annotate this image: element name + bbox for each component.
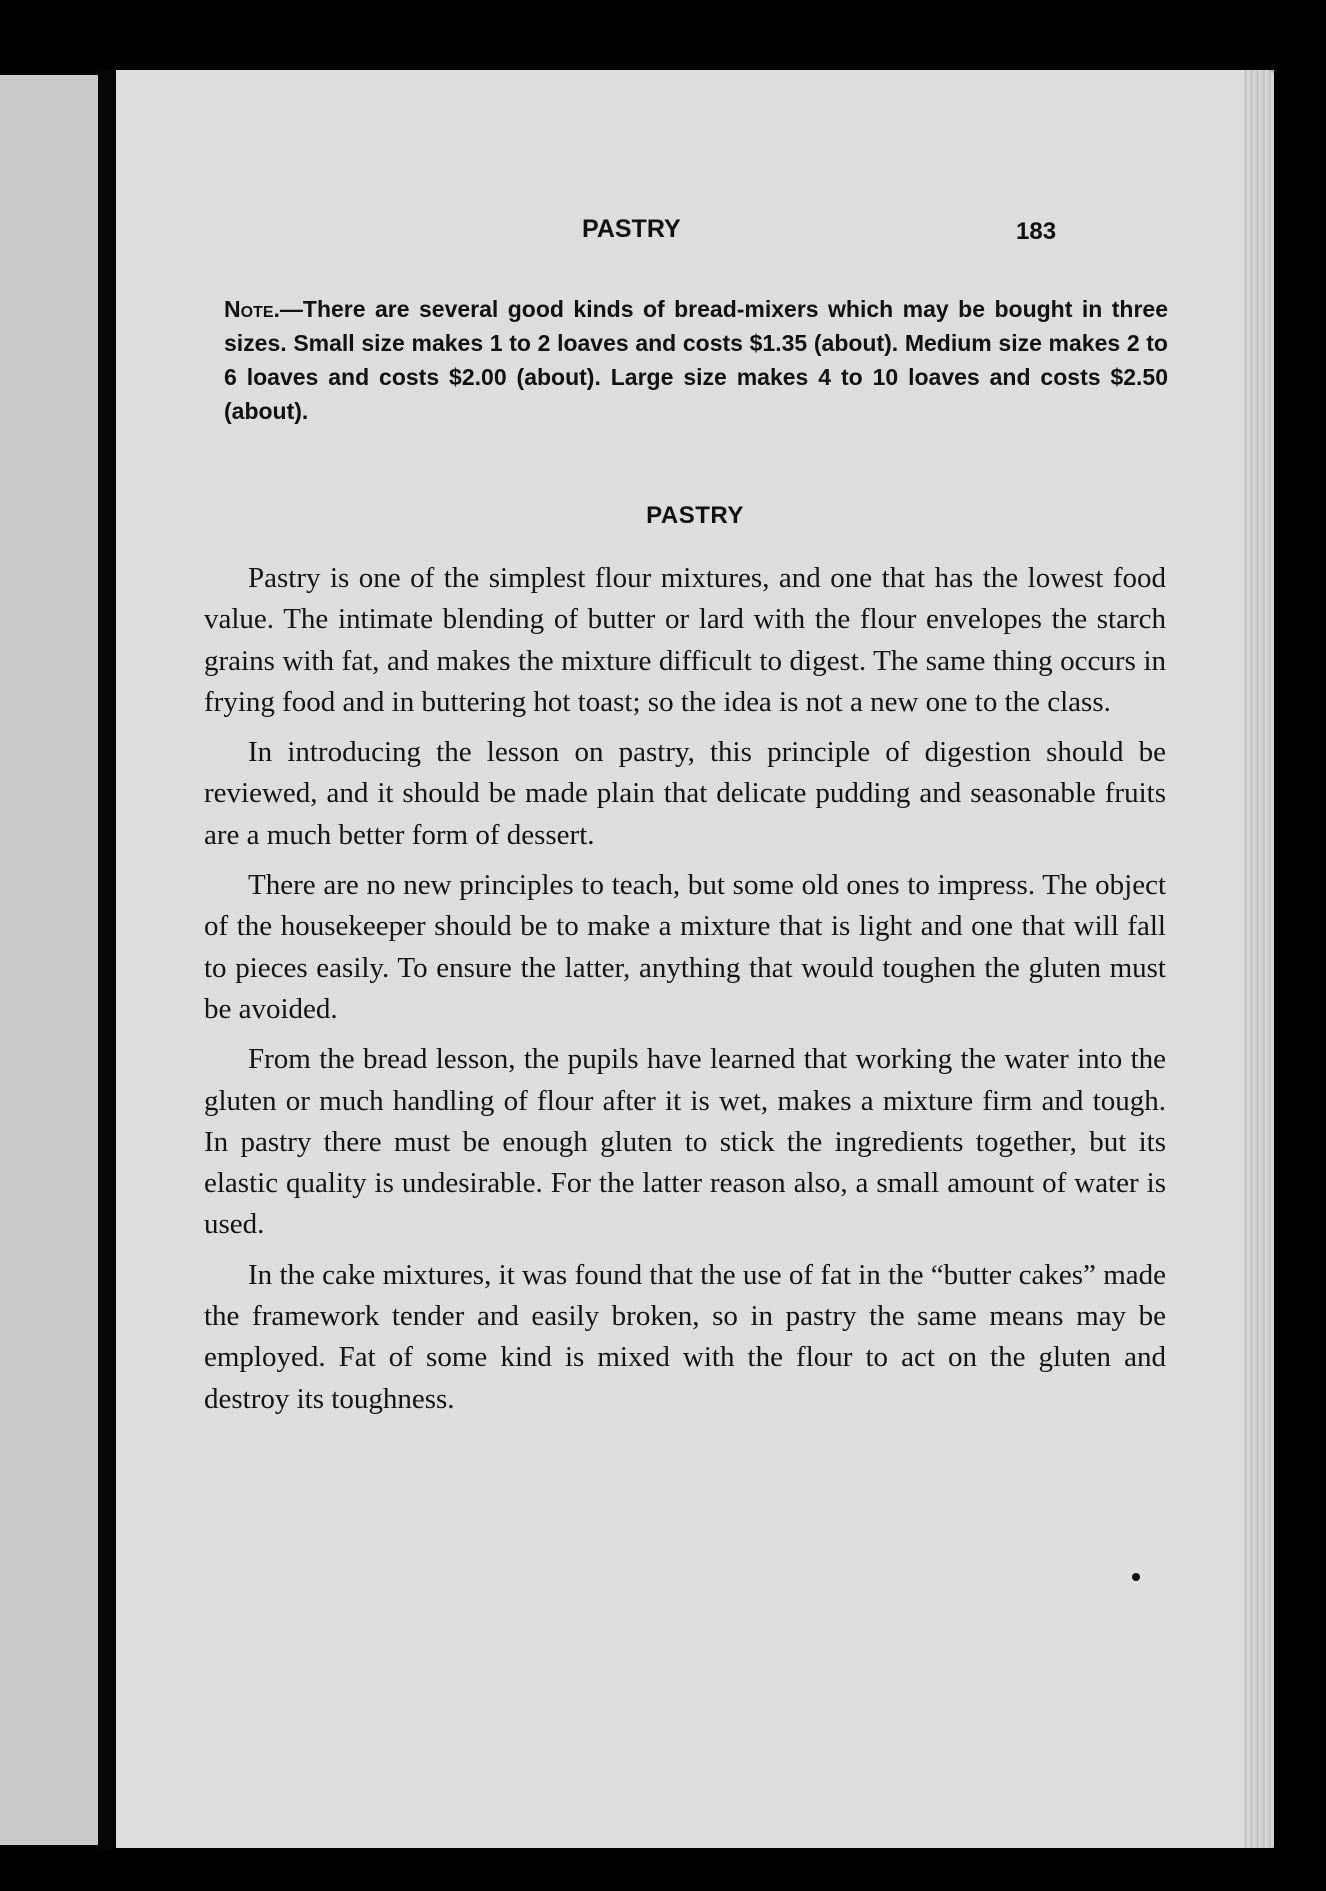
paragraph: In introducing the lesson on pastry, this principle of digestion should be reviewed, and it should be made plain that delicate pudding and seasonable fruits are a much better form of dessert.	[204, 736, 1166, 851]
paragraph: From the bread lesson, the pupils have learned that working the water into the gluten or much handling of flour after it is wet, makes a mixture firm and tough. In pastry there must be enough gluten to stick the ingredients together, but its elastic quality is undesirable. For the latter reason also, a small amount of water is used.	[204, 1043, 1166, 1241]
note-text: —There are several good kinds of bread-mixers which may be bought in three sizes. Small size makes 1 to 2 loaves and costs $1.35 (about). Medium size makes 2 to 6 loaves and costs $2.00 (about). Large size makes 4 to 10 loaves and costs $2.50 (about).	[224, 296, 1168, 424]
book-page	[116, 70, 1274, 1848]
paragraph: Pastry is one of the simplest flour mixtures, and one that has the lowest food value. The intimate blending of butter or lard with the flour envelopes the starch grains with fat, and makes the mixture difficult to digest. The same thing occurs in frying food and in buttering hot toast; so the idea is not a new one to the class.	[204, 562, 1166, 718]
book-gutter	[98, 70, 116, 1850]
body-text	[204, 558, 1166, 1429]
note-paragraph	[224, 292, 1168, 428]
ink-speck	[1132, 1573, 1140, 1581]
paragraph: In the cake mixtures, it was found that the use of fat in the “butter cakes” made the framework tender and easily broken, so in pastry the same means may be employed. Fat of some kind is mixed with the flour to act on the gluten and destroy its toughness.	[204, 1258, 1166, 1415]
note-label: Note.	[224, 296, 280, 322]
paragraph: There are no new principles to teach, but some old ones to impress. The object of the housekeeper should be to make a mixture that is light and one that will fall to pieces easily. To ensure the latter, anything that would toughen the gluten must be avoided.	[204, 869, 1166, 1025]
section-heading: PASTRY	[646, 502, 744, 529]
page-edge-stack	[1244, 70, 1274, 1848]
left-page-edge	[0, 75, 98, 1845]
running-head	[116, 215, 1274, 255]
running-head-title: PASTRY	[582, 215, 681, 243]
page-number: 183	[1016, 218, 1057, 245]
